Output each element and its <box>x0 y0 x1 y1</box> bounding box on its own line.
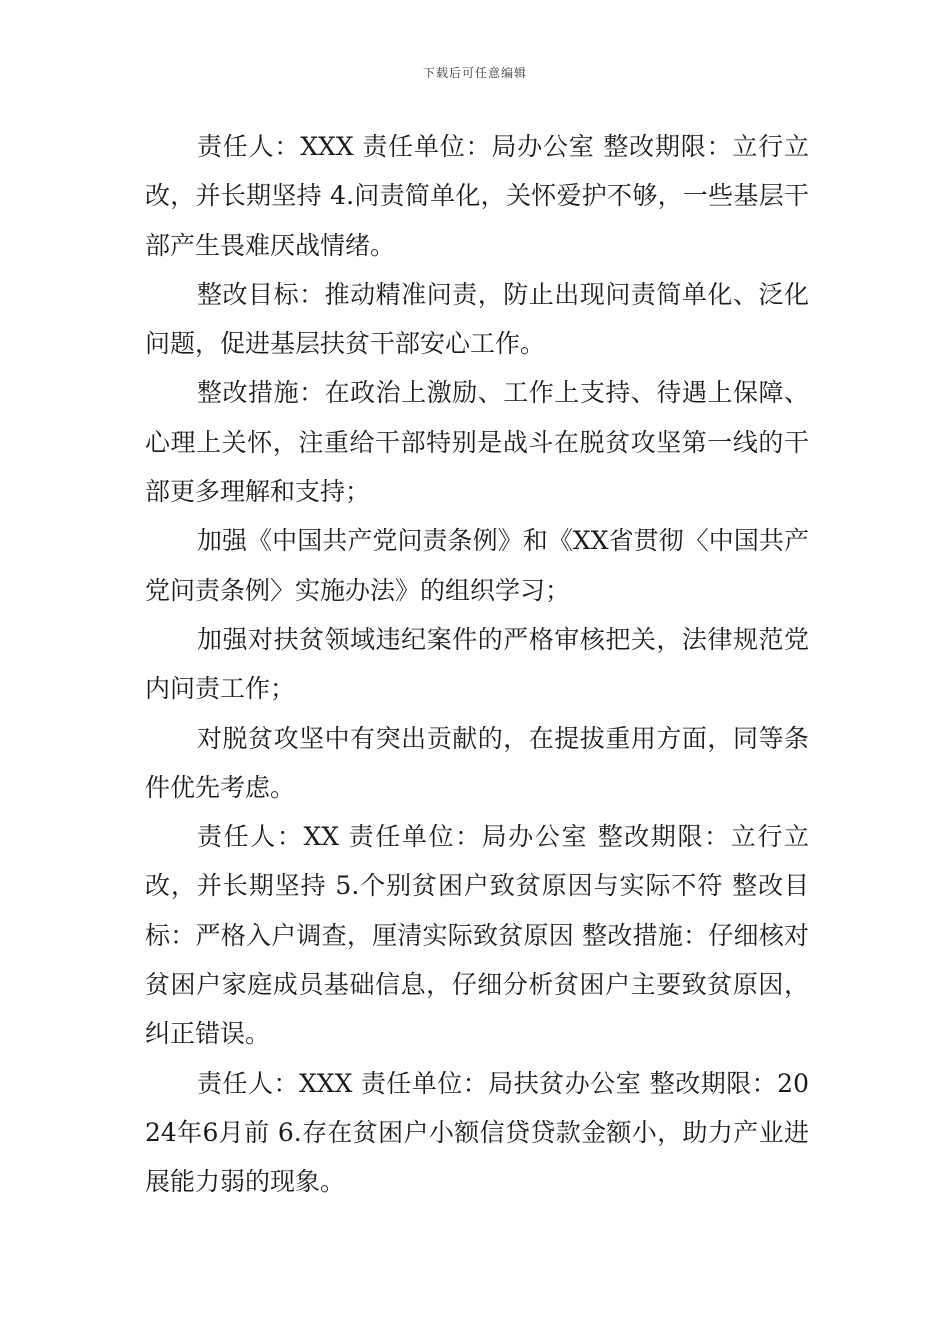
paragraph: 对脱贫攻坚中有突出贡献的，在提拔重用方面，同等条件优先考虑。 <box>145 723 809 802</box>
paragraph: 加强对扶贫领域违纪案件的严格审核把关，法律规范党内问责工作； <box>145 624 809 704</box>
paragraph: 整改措施：在政治上激励、工作上支持、待遇上保障、心理上关怀，注重给干部特别是战斗在脱贫攻坚第一线的干部更多理解和支持； <box>145 378 809 507</box>
paragraph: 责任人：XXX 责任单位：局扶贫办公室 整改期限：2024年6月前 6.存在贫困户小额信贷贷款金额小，助力产业进展能力弱的现象。 <box>145 1068 809 1197</box>
header-note: 下载后可任意编辑 <box>422 66 527 80</box>
document-body <box>145 122 809 1207</box>
paragraph: 加强《中国共产党问责条例》和《XX省贯彻〈中国共产党问责条例〉实施办法》的组织学习； <box>145 526 809 605</box>
paragraph: 责任人：XX 责任单位：局办公室 整改期限：立行立改，并长期坚持 5.个别贫困户致贫原因与实际不符 整改目标：严格入户调查，厘清实际致贫原因 整改措施：仔细核对贫困户家庭成员基础信息，仔细分析贫困户主要致贫原因，纠正错误。 <box>145 822 809 1049</box>
paragraph: 整改目标：推动精准问责，防止出现问责简单化、泛化问题，促进基层扶贫干部安心工作。 <box>145 279 809 359</box>
paragraph: 责任人：XXX 责任单位：局办公室 整改期限：立行立改，并长期坚持 4.问责简单化，关怀爱护不够，一些基层干部产生畏难厌战情绪。 <box>145 132 809 260</box>
